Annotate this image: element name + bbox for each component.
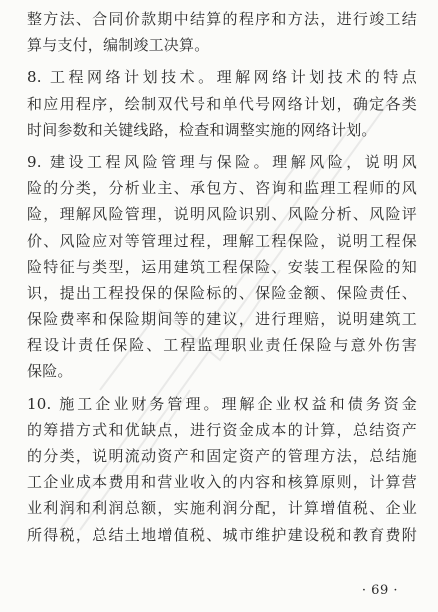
text-line: 业利润和利润总额，实施利润分配，计算增值税、企业	[27, 499, 417, 518]
text-line: 险特征与类型，运用建筑工程保险、安装工程保险的知	[27, 257, 417, 276]
text-line: 算与支付，编制竣工决算。	[27, 36, 210, 55]
item-10-paragraph	[27, 391, 417, 548]
text-line: 所得税，总结土地增值税、城市维护建设税和教育费附	[27, 525, 417, 544]
item-heading-line: 8. 工程网络计划技术。理解网络计划技术的特点	[27, 68, 417, 87]
text-line: 价、风险应对等管理过程，理解工程保险，说明工程保	[27, 231, 417, 250]
item-heading-line: 10. 施工企业财务管理。理解企业权益和债务资金	[27, 394, 417, 413]
continuation-paragraph	[27, 6, 417, 58]
item-8-paragraph	[27, 64, 417, 143]
text-line: 工企业成本费用和营业收入的内容和核算原则，计算营	[27, 473, 417, 492]
item-heading-line: 9. 建设工程风险管理与保险。理解风险，说明风	[27, 152, 417, 171]
text-line: 程设计责任保险、工程监理职业责任保险与意外伤害	[27, 336, 417, 355]
text-line: 的分类，说明流动资产和固定资产的管理方法，总结施	[27, 447, 417, 465]
page-number: · 69 ·	[361, 583, 398, 598]
document-page	[27, 6, 417, 548]
text-line: 时间参数和关键线路，检查和调整实施的网络计划。	[27, 120, 377, 139]
text-line: 险，理解风险管理，说明风险识别、风险分析、风险评	[27, 205, 417, 224]
text-line: 险的分类，分析业主、承包方、咨询和监理工程师的风	[27, 179, 417, 198]
text-line: 保险。	[27, 362, 73, 381]
text-line: 保险费率和保险期间等的建议，进行理赔，说明建筑工	[27, 310, 417, 329]
text-line: 识，提出工程投保的保险标的、保险金额、保险责任、	[27, 283, 417, 302]
text-line: 和应用程序，绘制双代号和单代号网络计划，确定各类	[27, 94, 417, 113]
text-line: 整方法、合同价款期中结算的程序和方法，进行竣工结	[27, 10, 417, 28]
text-line: 的筹措方式和优缺点，进行资金成本的计算，总结资产	[27, 420, 417, 439]
item-9-paragraph	[27, 149, 417, 385]
